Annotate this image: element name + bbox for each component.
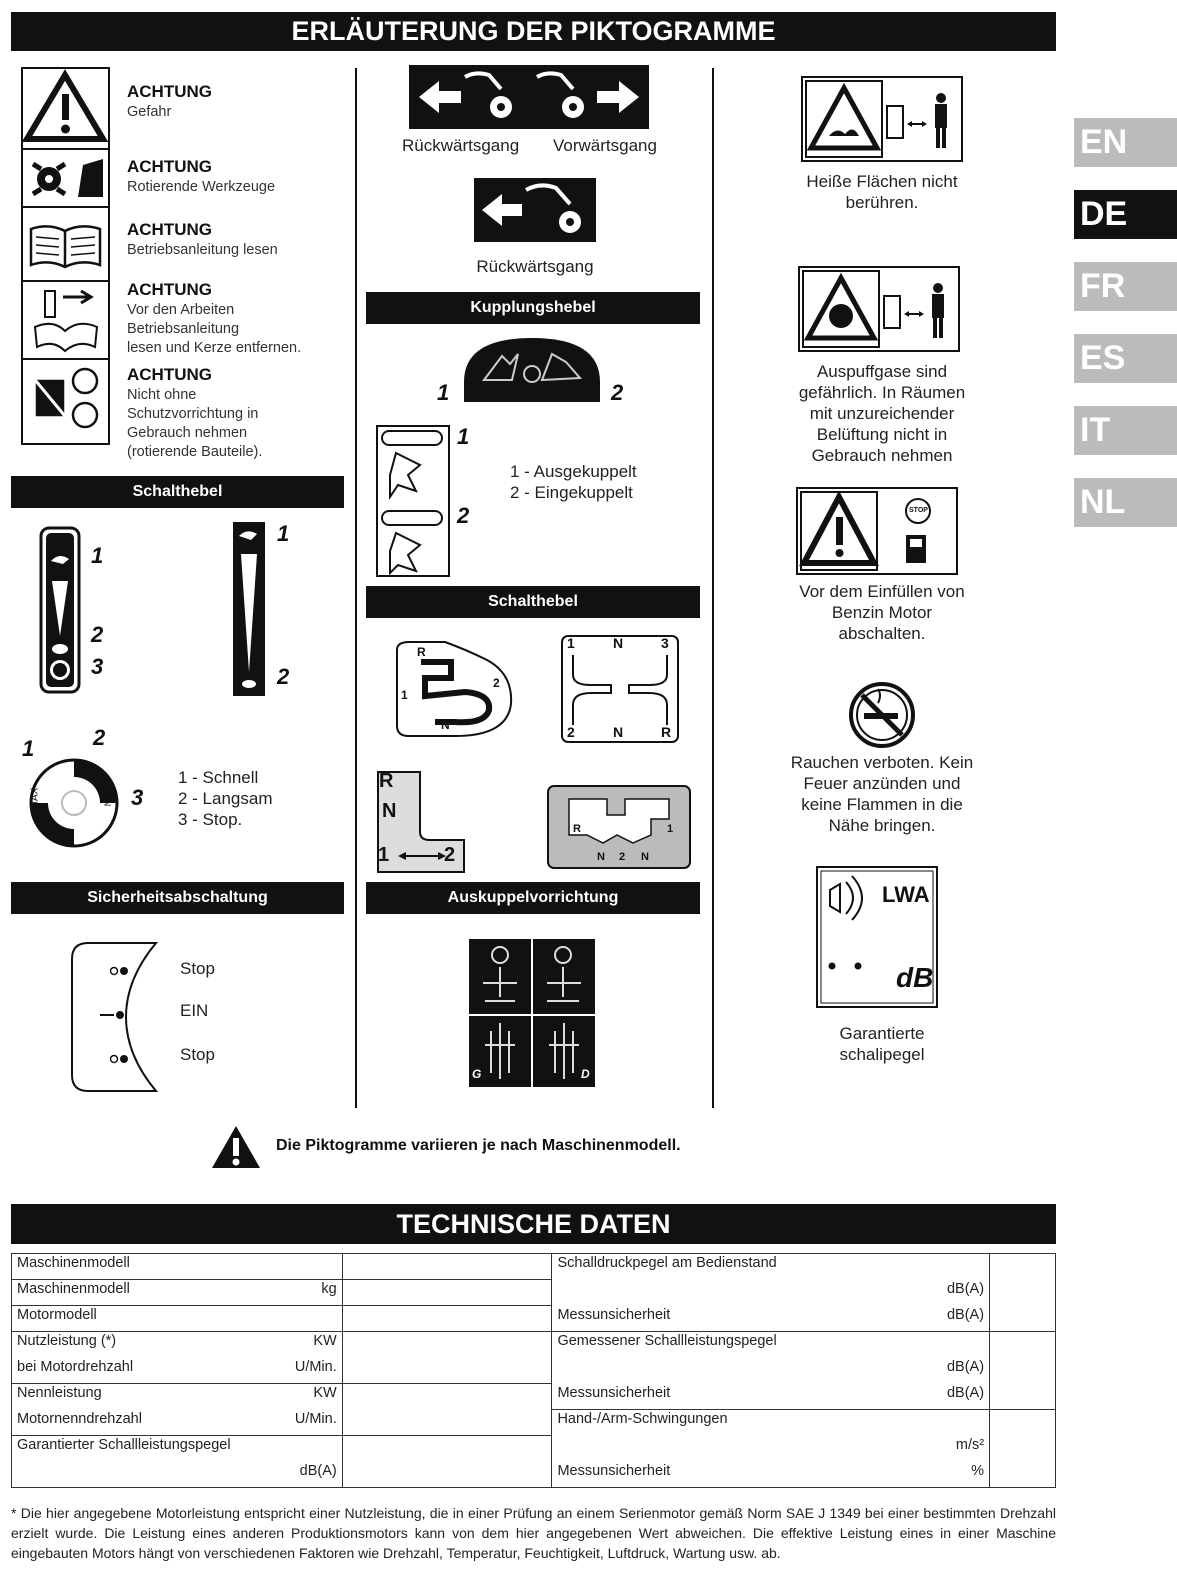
- tech-row: [12, 1410, 1056, 1436]
- tech-left-label: Maschinenmodell: [17, 1255, 130, 1271]
- speed-legend-2: 2 - Langsam: [178, 789, 273, 808]
- tech-left-value[interactable]: [342, 1254, 552, 1280]
- safety-state-stop-2: Stop: [180, 1045, 215, 1064]
- tech-right-cell: [552, 1436, 990, 1462]
- reverse-forward-icon: [409, 65, 649, 134]
- speed-legend: [178, 767, 273, 830]
- reverse-only-icon: [474, 178, 596, 247]
- tech-left-label: Motornenndrehzahl: [17, 1410, 142, 1427]
- clutch-diagram-number-1: 1: [457, 424, 470, 449]
- rotating-tools-icon: [33, 159, 103, 197]
- tech-left-unit: KW: [313, 1333, 337, 1349]
- tech-left-value[interactable]: [342, 1410, 552, 1436]
- tech-right-cell: [552, 1332, 990, 1358]
- gate4-r: R: [573, 823, 581, 835]
- tech-row: [12, 1384, 1056, 1410]
- hot-surfaces-text: Heiße Flächen nicht berühren.: [806, 172, 958, 212]
- clutch-legend-2: 2 - Eingekuppelt: [510, 483, 633, 502]
- gear-gate-4-icon: [547, 785, 691, 874]
- fuel-stop-label: STOP: [909, 507, 928, 514]
- tech-right-label: Schalldruckpegel am Bedienstand: [557, 1255, 777, 1271]
- language-tab-it[interactable]: IT: [1074, 406, 1177, 455]
- section-title-schalthebel-left: Schalthebel: [11, 476, 344, 508]
- warning-title-5: ACHTUNG: [127, 365, 212, 384]
- warning-title-1: ACHTUNG: [127, 82, 212, 101]
- page-title: ERLÄUTERUNG DER PIKTOGRAMME: [11, 12, 1056, 51]
- footnote: * Die hier angegebene Motorleistung entspricht einer Nutzleistung, die in einer Prüfung an einem Serienmotor gemäß Norm SAE J 1349 bei einer bestimmten Drehzahl erzielt wurde. Die Leistung eines anderen Produktionsmotors kann von dem hier angegebenen Wert abweichen. Die effektive Leistung eines in einer Maschine eingebauten Motors hängt von verschiedenen Faktoren wie Drehzahl, Temperatur, Feuchtigkeit, Luftdruck, Wartung usw. ab.: [11, 1505, 1056, 1561]
- tech-right-value[interactable]: [990, 1384, 1056, 1410]
- fuel-stop-icon: [796, 487, 958, 580]
- section-title-schalthebel-middle: Schalthebel: [366, 586, 700, 618]
- tech-data-title: TECHNISCHE DATEN: [11, 1204, 1056, 1244]
- gate2-top-n: N: [613, 635, 624, 651]
- language-tab-de[interactable]: DE: [1074, 190, 1177, 239]
- warning-text-1: Gefahr: [127, 104, 172, 120]
- tech-left-label: Maschinenmodell: [17, 1281, 130, 1297]
- throttle-lever-icon: [39, 526, 81, 699]
- warning-title-2: ACHTUNG: [127, 157, 212, 176]
- tech-right-value[interactable]: [990, 1462, 1056, 1488]
- tech-right-label: Hand-/Arm-Schwingungen: [557, 1411, 728, 1427]
- reverse-label-2: Rückwärtsgang: [476, 257, 594, 276]
- tech-right-value[interactable]: [990, 1436, 1056, 1462]
- tech-left-cell: [12, 1280, 343, 1306]
- tech-left-cell: [12, 1358, 343, 1384]
- hot-surface-icon: [801, 76, 963, 167]
- tech-right-cell: [552, 1280, 990, 1306]
- tech-right-unit: m/s²: [955, 1436, 985, 1453]
- tech-left-unit: kg: [321, 1281, 337, 1297]
- tech-right-unit: dB(A): [946, 1306, 985, 1323]
- gate1-n: N: [441, 718, 450, 732]
- tech-left-unit: U/Min.: [294, 1358, 337, 1375]
- tech-left-label: bei Motordrehzahl: [17, 1358, 134, 1375]
- warning-text-5: Nicht ohne Schutzvorrichtung in Gebrauch nehmen (rotierende Bauteile).: [127, 387, 263, 460]
- no-guard-icon: [31, 369, 97, 427]
- gear-gate-3-icon: [376, 770, 468, 879]
- tech-right-unit: %: [971, 1462, 985, 1479]
- throttle-lever-2-icon: [233, 522, 265, 701]
- warning-title-3: ACHTUNG: [127, 220, 212, 239]
- language-tab-es[interactable]: ES: [1074, 334, 1177, 383]
- gate2-top-1: 1: [567, 635, 575, 651]
- clutch-legend: [510, 461, 637, 503]
- reverse-label: Rückwärtsgang: [402, 136, 520, 155]
- tech-right-value[interactable]: [990, 1358, 1056, 1384]
- tech-right-cell: [552, 1358, 990, 1384]
- tech-left-unit: dB(A): [299, 1462, 337, 1479]
- gear-gate-1-icon: [395, 640, 515, 743]
- speed-dial-icon: [28, 757, 120, 854]
- tech-row: [12, 1436, 1056, 1462]
- tech-row: [12, 1358, 1056, 1384]
- exhaust-text: Auspuffgase sind gefährlich. In Räumen mit unzureichender Belüftung nicht in Gebrauch nehmen: [798, 362, 966, 465]
- tech-left-value[interactable]: [342, 1332, 552, 1358]
- tech-left-unit: U/Min.: [294, 1410, 337, 1427]
- tech-row: [12, 1280, 1056, 1306]
- tech-left-value[interactable]: [342, 1462, 552, 1488]
- gate3-r: R: [379, 770, 394, 792]
- gate4-bottom-n1: N: [597, 851, 605, 863]
- tech-left-value[interactable]: [342, 1358, 552, 1384]
- tech-right-value[interactable]: [990, 1306, 1056, 1332]
- tech-right-unit: dB(A): [946, 1384, 985, 1401]
- clutch-lever-diagram-icon: [376, 425, 450, 582]
- gate1-two: 2: [493, 676, 500, 690]
- warning-text-3: Betriebsanleitung lesen: [127, 242, 278, 258]
- tech-row: [12, 1254, 1056, 1280]
- tech-left-cell: [12, 1384, 343, 1410]
- warning-triangle-icon: [27, 75, 103, 139]
- dial-max-label: MAX: [29, 787, 41, 810]
- language-tab-fr[interactable]: FR: [1074, 262, 1177, 311]
- lever2-number-1: 1: [277, 521, 290, 546]
- declutch-letter-g: G: [472, 1067, 482, 1081]
- tech-right-value[interactable]: [990, 1280, 1056, 1306]
- speed-legend-1: 1 - Schnell: [178, 768, 259, 787]
- tech-left-cell: [12, 1462, 343, 1488]
- warning-icon-strip: [21, 67, 110, 445]
- declutch-letter-d: D: [581, 1067, 590, 1081]
- gate4-one: 1: [667, 823, 674, 835]
- lwa-label: LWA: [882, 882, 930, 907]
- clutch-lever-dial-icon: [462, 334, 602, 409]
- section-title-kupplungshebel: Kupplungshebel: [366, 292, 700, 324]
- tech-left-label: Nutzleistung (*): [17, 1333, 117, 1349]
- gate3-n: N: [382, 800, 397, 822]
- clutch-dial-number-1: 1: [437, 380, 450, 405]
- tech-right-unit: dB(A): [946, 1280, 985, 1297]
- tech-left-cell: [12, 1436, 343, 1462]
- gate3-one: 1: [378, 844, 390, 866]
- language-tab-en[interactable]: EN: [1074, 118, 1177, 167]
- lever1-number-1: 1: [91, 543, 104, 568]
- dial-number-1: 1: [22, 736, 35, 761]
- gate4-bottom-n2: N: [641, 851, 649, 863]
- tech-data-table: [11, 1253, 1056, 1488]
- section-title-auskuppelvorrichtung: Auskuppelvorrichtung: [366, 882, 700, 914]
- tech-right-cell: [552, 1306, 990, 1332]
- fuel-text: Vor dem Einfüllen von Benzin Motor abschalten.: [799, 582, 965, 643]
- gate1-one: 1: [401, 688, 408, 702]
- dial-number-3: 3: [131, 785, 144, 810]
- dial-min-label: MIN: [102, 789, 113, 807]
- tech-left-label: Garantierter Schallleistungspegel: [17, 1437, 231, 1453]
- clutch-diagram-number-2: 2: [457, 503, 470, 528]
- lever2-number-2: 2: [277, 664, 290, 689]
- dial-number-2: 2: [93, 725, 106, 750]
- noise-text: Garantierte schalipegel: [839, 1024, 925, 1064]
- notice-warning-icon: [210, 1124, 262, 1175]
- declutch-device-icon: [469, 939, 595, 1092]
- clutch-dial-number-2: 2: [611, 380, 624, 405]
- tech-right-label: Messunsicherheit: [557, 1462, 671, 1479]
- tech-row: [12, 1462, 1056, 1488]
- tech-left-value[interactable]: [342, 1306, 552, 1332]
- noise-level-icon: [816, 866, 938, 1013]
- forward-label: Vorwärtsgang: [553, 136, 657, 155]
- tech-left-unit: KW: [313, 1385, 337, 1401]
- tech-right-cell: [552, 1462, 990, 1488]
- tech-left-value[interactable]: [342, 1436, 552, 1462]
- db-label: dB: [896, 962, 934, 993]
- notice-text: Die Piktogramme variieren je nach Maschinenmodell.: [276, 1137, 681, 1154]
- tech-left-label: Nennleistung: [17, 1385, 102, 1401]
- warning-title-4: ACHTUNG: [127, 280, 212, 299]
- tech-right-value[interactable]: [990, 1332, 1056, 1358]
- manual-book-icon: [31, 226, 100, 267]
- safety-state-ein: EIN: [180, 1001, 209, 1020]
- gate2-bottom-r: R: [661, 724, 672, 740]
- tech-right-cell: [552, 1254, 990, 1280]
- tech-left-label: Motormodell: [17, 1307, 97, 1323]
- gate2-bottom-2: 2: [567, 724, 575, 740]
- safety-state-stop-1: Stop: [180, 959, 215, 978]
- exhaust-gas-icon: [798, 266, 960, 357]
- tech-left-value[interactable]: [342, 1384, 552, 1410]
- tech-right-value[interactable]: [990, 1254, 1056, 1280]
- gate1-r: R: [417, 645, 426, 659]
- column-divider-left: [355, 68, 357, 1108]
- smoking-text: Rauchen verboten. Kein Feuer anzünden und keine Flammen in die Nähe bringen.: [790, 753, 974, 835]
- tech-right-cell: [552, 1384, 990, 1410]
- tech-right-cell: [552, 1410, 990, 1436]
- column-divider-right: [712, 68, 714, 1108]
- tech-row: [12, 1332, 1056, 1358]
- tech-left-cell: [12, 1410, 343, 1436]
- tech-right-unit: dB(A): [946, 1358, 985, 1375]
- section-title-sicherheitsabschaltung: Sicherheitsabschaltung: [11, 882, 344, 914]
- clutch-legend-1: 1 - Ausgekuppelt: [510, 462, 637, 481]
- warning-text-4: Vor den Arbeiten Betriebsanleitung lesen und Kerze entfernen.: [127, 302, 302, 356]
- gate3-two: 2: [444, 844, 456, 866]
- tech-right-label: Messunsicherheit: [557, 1306, 671, 1323]
- tech-right-value[interactable]: [990, 1410, 1056, 1436]
- safety-switch-icon: [70, 941, 162, 1098]
- gate2-bottom-n: N: [613, 724, 624, 740]
- tech-row: [12, 1306, 1056, 1332]
- gate4-bottom-2: 2: [619, 851, 626, 863]
- speed-legend-3: 3 - Stop.: [178, 810, 243, 829]
- gate2-top-3: 3: [661, 635, 669, 651]
- no-smoking-icon: [848, 681, 916, 754]
- language-tab-nl[interactable]: NL: [1074, 478, 1177, 527]
- spark-plug-manual-icon: [35, 291, 97, 351]
- tech-right-label: Messunsicherheit: [557, 1384, 671, 1401]
- tech-right-label: Gemessener Schallleistungspegel: [557, 1333, 777, 1349]
- tech-left-cell: [12, 1306, 343, 1332]
- tech-left-cell: [12, 1332, 343, 1358]
- gear-gate-2-icon: [561, 635, 679, 748]
- lever1-number-2: 2: [91, 622, 104, 647]
- lever1-number-3: 3: [91, 654, 104, 679]
- tech-left-cell: [12, 1254, 343, 1280]
- warning-text-2: Rotierende Werkzeuge: [127, 179, 276, 195]
- tech-left-value[interactable]: [342, 1280, 552, 1306]
